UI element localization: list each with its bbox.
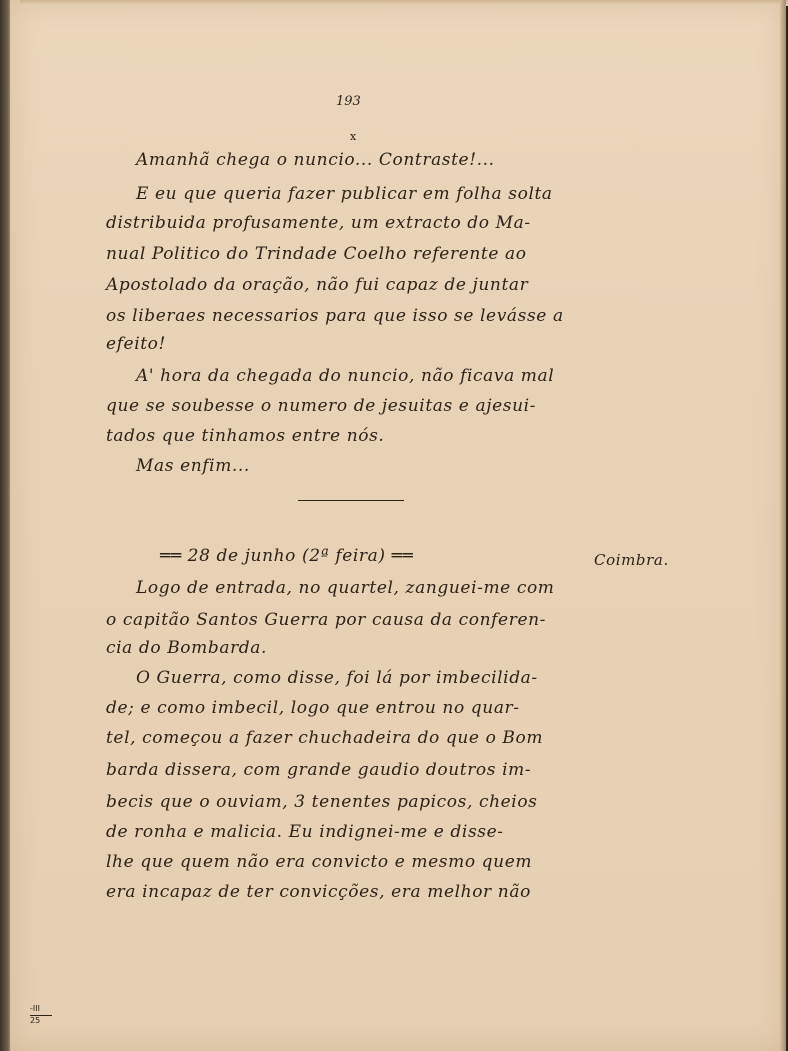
line-4: nual Politico do Trindade Coelho referente ao <box>106 244 527 264</box>
line-21: lhe que quem não era convicto e mesmo quem <box>106 852 533 872</box>
line-18: barda dissera, com grande gaudio doutros im- <box>106 760 532 780</box>
section-divider <box>298 500 404 501</box>
date-heading: ══ 28 de junho (2ª feira) ══ <box>160 546 414 566</box>
margin-note-location: Coimbra. <box>594 551 669 569</box>
line-1: Amanhã chega o nuncio... Contraste!... <box>136 150 495 170</box>
page-top-edge <box>20 0 788 6</box>
line-17: tel, começou a fazer chuchadeira do que o Bom <box>106 728 544 748</box>
page-number: 193 <box>336 94 361 109</box>
line-7: efeito! <box>106 334 166 354</box>
line-19: becis que o ouviam, 3 tenentes papicos, cheios <box>106 792 538 812</box>
line-12: Logo de entrada, no quartel, zanguei-me com <box>136 578 555 598</box>
catalog-mark-bottom: 25 <box>30 1016 41 1025</box>
line-5: Apostolado da oração, não fui capaz de juntar <box>106 275 529 295</box>
line-20: de ronha e malicia. Eu indignei-me e disse- <box>106 822 504 842</box>
page-right-edge <box>780 0 786 1051</box>
line-9: que se soubesse o numero de jesuitas e ajesui- <box>106 396 536 416</box>
line-16: de; e como imbecil, logo que entrou no quar- <box>106 698 520 718</box>
line-11: Mas enfim... <box>136 456 250 476</box>
line-22: era incapaz de ter convicções, era melhor não <box>106 882 531 902</box>
line-15: O Guerra, como disse, foi lá por imbecilida- <box>136 668 538 688</box>
line-2: E eu que queria fazer publicar em folha solta <box>136 184 553 204</box>
line-14: cia do Bombarda. <box>106 638 268 658</box>
line-6: os liberaes necessarios para que isso se levásse a <box>106 306 564 326</box>
line-10: tados que tinhamos entre nós. <box>106 426 385 446</box>
section-mark: x <box>350 130 357 143</box>
line-3: distribuida profusamente, um extracto do Ma- <box>106 213 531 233</box>
catalog-mark-top: -III <box>30 1004 40 1013</box>
catalog-mark <box>30 1004 52 1026</box>
line-8: A' hora da chegada do nuncio, não ficava mal <box>136 366 555 386</box>
manuscript-page <box>10 0 786 1051</box>
line-13: o capitão Santos Guerra por causa da conferen- <box>106 610 546 630</box>
